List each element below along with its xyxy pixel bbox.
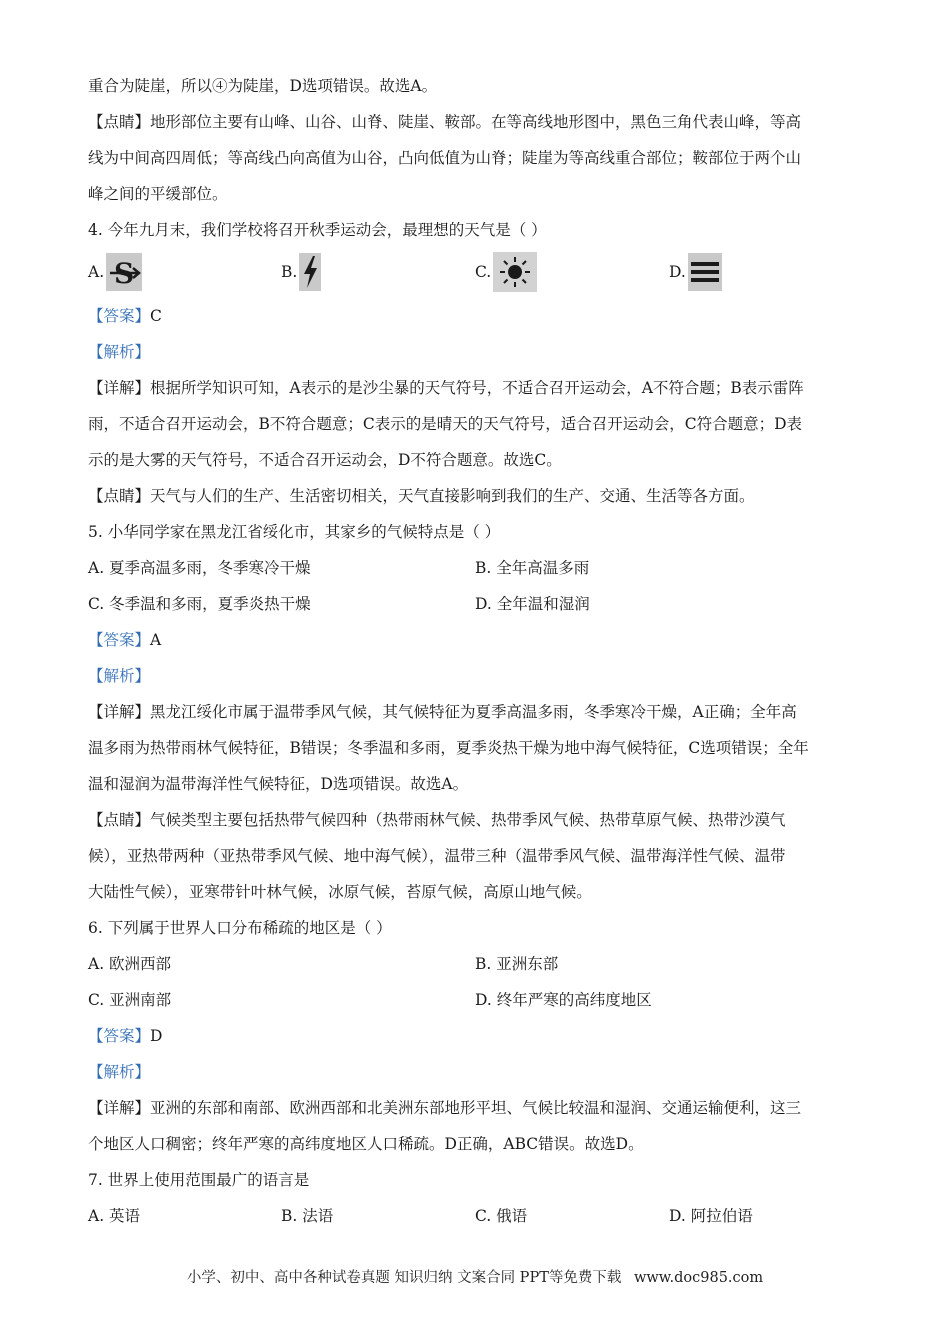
tip-tag: 【点睛】 <box>88 113 151 131</box>
sandstorm-symbol-icon <box>106 253 142 291</box>
document-page <box>88 68 868 1234</box>
text-line: 温和湿润为温带海洋性气候特征，D选项错误。故选A。 <box>88 775 469 793</box>
tip-tag: 【点睛】 <box>88 487 151 505</box>
text-line: 重合为陡崖，所以④为陡崖，D选项错误。故选A。 <box>88 77 438 95</box>
option-label: A. <box>88 263 105 281</box>
option-b[interactable]: B. 法语 <box>281 1207 334 1225</box>
option-d[interactable]: D. 阿拉伯语 <box>669 1207 753 1225</box>
detail-tag: 【详解】 <box>88 703 151 721</box>
detail-line: 【详解】亚洲的东部和南部、欧洲西部和北美洲东部地形平坦、气候比较温和湿润、交通运输便利，这三 <box>88 1099 802 1117</box>
question-5-options-row2 <box>88 586 868 622</box>
tip-line: 【点睛】地形部位主要有山峰、山谷、山脊、陡崖、鞍部。在等高线地形图中，黑色三角代表山峰，等高 <box>88 113 802 131</box>
analysis-tag: 【解析】 <box>88 1063 151 1081</box>
option-c[interactable]: C. 冬季温和多雨，夏季炎热干燥 <box>88 595 311 613</box>
tip-line: 【点睛】天气与人们的生产、生活密切相关，天气直接影响到我们的生产、交通、生活等各方面。 <box>88 487 755 505</box>
sunny-symbol-icon <box>493 252 537 292</box>
answer-tag: 【答案】 <box>88 631 151 649</box>
question-4-stem: 4. 今年九月末，我们学校将召开秋季运动会，最理想的天气是（ ） <box>88 221 547 239</box>
answer-value: A <box>150 631 162 649</box>
analysis-tag: 【解析】 <box>88 667 151 685</box>
question-5-stem: 5. 小华同学家在黑龙江省绥化市，其家乡的气候特点是（ ） <box>88 523 501 541</box>
text-line: 温多雨为热带雨林气候特征，B错误；冬季温和多雨，夏季炎热干燥为地中海气候特征，C选项错误；全年 <box>88 739 809 757</box>
question-7-stem: 7. 世界上使用范围最广的语言是 <box>88 1171 310 1189</box>
detail-line: 【详解】根据所学知识可知，A表示的是沙尘暴的天气符号，不适合召开运动会，A不符合题；B表示雷阵 <box>88 379 804 397</box>
option-b[interactable] <box>281 252 321 292</box>
question-4-options <box>88 252 868 298</box>
question-6-options-row2 <box>88 982 868 1018</box>
answer-line <box>88 622 868 658</box>
option-b[interactable]: B. 亚洲东部 <box>475 955 559 973</box>
text-line: 示的是大雾的天气符号，不适合召开运动会，D不符合题意。故选C。 <box>88 451 562 469</box>
analysis-tag: 【解析】 <box>88 343 151 361</box>
option-c[interactable] <box>475 252 537 292</box>
answer-tag: 【答案】 <box>88 307 151 325</box>
option-a[interactable]: A. 夏季高温多雨，冬季寒冷干燥 <box>88 559 311 577</box>
text-line: 候），亚热带两种（亚热带季风气候、地中海气候），温带三种（温带季风气候、温带海洋性气候、温带 <box>88 847 786 865</box>
page-footer <box>0 1266 950 1287</box>
question-5-options-row1 <box>88 550 868 586</box>
answer-value: C <box>150 307 162 325</box>
tip-line: 【点睛】气候类型主要包括热带气候四种（热带雨林气候、热带季风气候、热带草原气候、热带沙漠气 <box>88 811 786 829</box>
option-label: C. <box>475 263 492 281</box>
text-line: 大陆性气候），亚寒带针叶林气候，冰原气候，苔原气候，高原山地气候。 <box>88 883 592 901</box>
option-d[interactable] <box>669 252 722 292</box>
option-b[interactable]: B. 全年高温多雨 <box>475 559 590 577</box>
thunderstorm-symbol-icon <box>299 253 321 291</box>
detail-tag: 【详解】 <box>88 1099 151 1117</box>
answer-value: D <box>150 1027 163 1045</box>
detail-tag: 【详解】 <box>88 379 151 397</box>
text-line: 线为中间高四周低；等高线凸向高值为山谷，凸向低值为山脊；陡崖为等高线重合部位；鞍部位于两个山 <box>88 149 802 167</box>
option-c[interactable]: C. 俄语 <box>475 1207 528 1225</box>
answer-tag: 【答案】 <box>88 1027 151 1045</box>
footer-url[interactable]: www.doc985.com <box>633 1270 764 1286</box>
answer-line <box>88 298 868 334</box>
text-line: 峰之间的平缓部位。 <box>88 185 228 203</box>
question-6-options-row1 <box>88 946 868 982</box>
option-a[interactable]: A. 欧洲西部 <box>88 955 172 973</box>
answer-line <box>88 1018 868 1054</box>
option-c[interactable]: C. 亚洲南部 <box>88 991 172 1009</box>
question-7-options <box>88 1198 868 1234</box>
svg-text:S: S <box>114 257 135 290</box>
option-d[interactable]: D. 终年严寒的高纬度地区 <box>475 991 652 1009</box>
option-d[interactable]: D. 全年温和湿润 <box>475 595 590 613</box>
text-line: 个地区人口稠密；终年严寒的高纬度地区人口稀疏。D正确，ABC错误。故选D。 <box>88 1135 644 1153</box>
option-label: D. <box>669 263 686 281</box>
detail-line: 【详解】黑龙江绥化市属于温带季风气候，其气候特征为夏季高温多雨，冬季寒冷干燥，A正确；全年高 <box>88 703 797 721</box>
option-a[interactable] <box>88 252 142 292</box>
footer-text: 小学、初中、高中各种试卷真题 知识归纳 文案合同 PPT等免费下载 <box>186 1270 622 1286</box>
option-label: B. <box>281 263 298 281</box>
fog-symbol-icon <box>688 253 722 291</box>
tip-tag: 【点睛】 <box>88 811 151 829</box>
text-line: 雨，不适合召开运动会，B不符合题意；C表示的是晴天的天气符号，适合召开运动会，C符合题意；D表 <box>88 415 803 433</box>
question-6-stem: 6. 下列属于世界人口分布稀疏的地区是（ ） <box>88 919 392 937</box>
option-a[interactable]: A. 英语 <box>88 1207 141 1225</box>
